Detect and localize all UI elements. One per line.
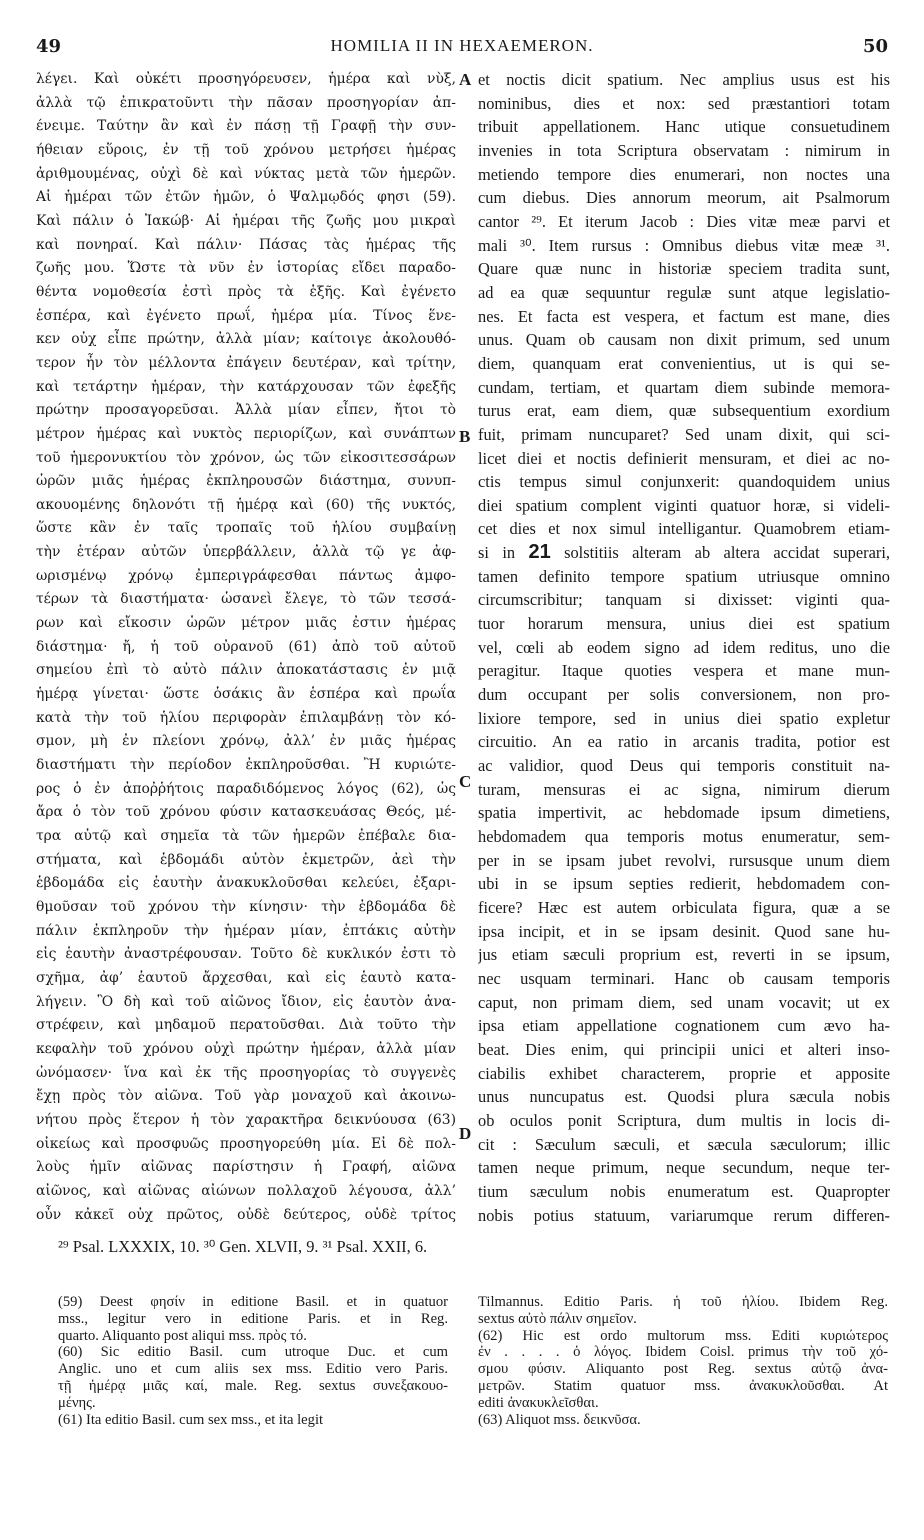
greek-text-line: τοῦ ἡμερονυκτίου τὸν χρόνον, ὡς τῶν εἰκοσιτεσσάρων [36,449,456,466]
note-line: τῇ ἡμέρᾳ μιᾶς καί, male. Reg. sextus συνεξακουο- [58,1377,448,1394]
latin-text-line: metiendo tempore dies enumerari, non noctes una [478,164,890,184]
page-number-right: 50 [862,36,888,57]
critical-note [58,1412,448,1429]
latin-text-column [478,68,890,1227]
critical-note [58,1294,448,1344]
greek-text-column [36,68,456,1227]
note-line: editi ἀνακυκλεῖσθαι. [478,1394,599,1411]
greek-text-line: Αἱ ἡμέραι τῶν ἐτῶν ἡμῶν, ὁ Ψαλμῳδός φησι (59). [36,189,456,206]
latin-text-line: caput, non primam diem, sed unam vocavit; ut ex [478,992,890,1012]
greek-text-line: ὥστε κἂν ἐν ταῖς τροπαῖς τοῦ ἡλίου συμβαίνῃ [36,520,456,537]
latin-text-line: cet dies et nox simul intelligantur. Quamobrem etiam- [478,519,890,539]
note-line: sextus αὐτὸ πάλιν σημεῖον. [478,1310,637,1327]
note-line: ἐν . . . . ὁ λόγος. Ibidem Coisl. primus τὴν τοῦ χό- [478,1344,888,1361]
greek-text-line: λοὺς ἡμῖν αἰῶνας παρίστησιν ἡ Γραφή, αἰῶνα [36,1159,456,1176]
latin-text-line: ac validior, quod Deus qui temporis constituit na- [478,756,890,776]
margin-marker-c: C [459,772,472,791]
note-line: (63) Aliquot mss. δεικνῦσα. [478,1411,641,1428]
note-line: (59) Deest φησίν in editione Basil. et in quatuor [58,1294,448,1310]
latin-text-line: ipsa etiam appellatione cognationem cum ævo ha- [478,1016,890,1036]
latin-text-line: jus etiam sæculi proprium est, reverti in se ipsum, [478,945,890,965]
latin-text-line: lixiore tempore, sed in unius diei spatio expletur [478,708,890,728]
latin-text-line: turus erat, eam diem, quæ subsequentium exordium [478,401,890,421]
greek-text-line: ωρισμένῳ χρόνῳ ἐμπεριγράφεσθαι πάντως ἀμφο- [36,567,456,584]
greek-text-line: ρων καὶ εἴκοσιν ὡρῶν μέτρον μιᾶς ἐστιν ἡμέρας [36,615,456,632]
greek-text-line: ἀλλὰ τῷ ἐπικρατοῦντι τὴν πᾶσαν προσηγορίαν ἀπ- [36,94,456,111]
greek-text-line: καὶ τετάρτην ἡμέραν, τὴν κατάρχουσαν τῶν ἐφεξῆς [36,378,456,395]
note-line: (61) Ita editio Basil. cum sex mss., et ita legit [58,1411,324,1428]
latin-text-line: invenies in tota Scriptura observatam : nimirum in [478,140,890,160]
latin-text-line: dum occupant per solis conversionem, non pro- [478,685,890,705]
latin-text-line: cum diebus. Dies annorum meorum, ait Psalmorum [478,188,890,208]
greek-text-line: ένειμε. Ταύτην ἂν καὶ ἐν πάσῃ τῇ Γραφῇ τὴν συν- [36,118,456,135]
margin-marker-d: D [459,1124,472,1143]
greek-text-line: ὠνόμασεν· ἵνα καὶ ἐκ τῆς προσηγορίας τὸ συγγενὲς [36,1064,456,1081]
latin-text-line: licet diei et noctis definierit mensuram, et diei ac no- [478,448,890,468]
greek-text-line: σμον, μὴ ἐν πλείονι χρόνῳ, ἀλλ’ ἐν μιᾶς ἡμέρας [36,733,456,750]
greek-text-line: πάλιν ἐκπληροῦν τὴν ἡμέραν μίαν, ἑπτάκις αὐτὴν [36,922,456,939]
latin-text-line: peragitur. Itaque quoties vespera et mane mun- [478,661,890,681]
note-line: (62) Hic est ordo multorum mss. Editi κυριώτερος [478,1327,888,1344]
note-line: mss., legitur vero in editione Paris. et in Reg. [58,1310,448,1327]
greek-text-line: ἔχῃ πρὸς τὸν αἰῶνα. Τοῦ γὰρ μοναχοῦ καὶ ἀκοινω- [36,1088,456,1105]
greek-text-line: διαστήματι τὴν περίοδον ἐκπληροῦσθαι. Ἢ κυριώτε- [36,757,456,774]
note-line: μετρῶν. Statim quatuor mss. ἀνακυκλοῦσθαι. At [478,1377,888,1394]
greek-text-line: καὶ πονηραί. Καὶ πάλιν· Πάσας τὰς ἡμέρας τῆς [36,236,456,253]
greek-text-line: σχῆμα, ἀφ’ ἑαυτοῦ ἄρχεσθαι, καὶ εἰς ἑαυτὸ κατα- [36,969,456,986]
greek-text-line: τέρων τὰ διαστήματα· ὡσανεὶ ἔλεγε, τὸ τῶν τεσσά- [36,591,456,608]
critical-note [478,1294,888,1328]
latin-text-line: Quare quæ nunc in historiæ speciem tradita sunt, [478,259,890,279]
greek-text-line: Καὶ πάλιν ὁ Ἰακώβ· Αἱ ἡμέραι τῆς ζωῆς μου μικραὶ [36,212,456,229]
latin-text-line: ciabilis exhibet characterem, proprie et apposite [478,1063,890,1083]
greek-text-line: μέτρον ἡμέρας καὶ νυκτὸς περιορίζων, καὶ συνάπτων [36,425,456,442]
latin-text-line: diei spatium complent viginti quatuor horæ, si videli- [478,495,890,515]
latin-text-line: nobis potius statuum, variarumque rerum differen- [478,1205,890,1225]
greek-text-line: νήτου πρὸς ἕτερον ἡ τὸν χαρακτῆρα δεικνύουσα (63) [36,1111,456,1128]
greek-text-line: στρέφειν, καὶ μηδαμοῦ περατοῦσθαι. Διὰ τοῦτο τὴν [36,1017,456,1034]
greek-text-line: κατὰ τὴν τοῦ ἡλίου περιφορὰν ἐπιλαμβάνῃ τὸν κό- [36,709,456,726]
greek-text-line: οὖν κἀκεῖ οὐχ πρῶτος, οὐδὲ δεύτερος, οὐδὲ τρίτος [36,1206,456,1223]
note-line: σμου φύσιν. Aliquanto post Reg. sextus αὐτῷ ἀνα- [478,1361,888,1378]
signature-mark: 21 [528,541,551,564]
latin-text-line: si in 21 solstitiis alteram ab altera accidat superari, [478,541,890,564]
note-line: Tilmannus. Editio Paris. ἡ τοῦ ἡλίου. Ibidem Reg. [478,1294,888,1310]
greek-text-line: ἑβδομάδα εἰς ἑαυτὴν ἀνακυκλοῦσθαι κελεύει, ἐξαρι- [36,875,456,892]
greek-text-line: τρα αὐτῷ καὶ σημεῖα τὰ τῶν ἡμερῶν ἐπέβαλε δια- [36,828,456,844]
greek-text-line: σημείου ἐπὶ τὸ αὐτὸ πάλιν ἀποκατάστασις ἐν μιᾷ [36,662,456,679]
greek-text-line: ὡρῶν μιᾶς ἡμέρας ἐκπληρουσῶν διάστημα, συνυπ- [36,473,456,490]
greek-text-line: ακουομένης δηλονότι τῇ ἡμέρᾳ καὶ (60) τῆς νυκτός, [36,496,456,513]
latin-text-line: ipsa incipit, et in se ipsam desinit. Quod sane hu- [478,921,890,941]
latin-text-line: tium sæculum nobis enumeratum est. Quapropter [478,1181,890,1201]
latin-text-line: hebdomadem qua temporis motus enumeratur, sem- [478,827,890,846]
greek-text-line: ἑσπέρα, καὶ ἐγένετο πρωΐ, ἡμέρα μία. Τίνος ἕνε- [36,307,456,324]
latin-text-line: cundam, tertiam, et quartam diem subinde memora- [478,377,890,397]
latin-text-line: ubi in se ipsum septies redierit, hebdomadem con- [478,874,890,894]
latin-text-line: nec usquam terminari. Hanc ob causam temporis [478,968,890,988]
greek-text-line: ἄρα ὁ τὸν τοῦ χρόνου φύσιν κατασκευάσας Θεός, μέ- [36,804,456,821]
greek-text-line: θμοῦσαν τοῦ χρόνου τὴν κίνησιν· τὴν ἑβδομάδα δὲ [36,898,456,915]
latin-text-line: mali ³⁰. Item rursus : Omnibus diebus vitæ meæ ³¹. [478,235,890,255]
running-title: HOMILIA II IN HEXAEMERON. [330,36,594,55]
greek-text-line: τερον ἦν τὸν μέλλοντα ἐπάγειν δευτέραν, καὶ τρίτην, [36,354,456,371]
latin-text-line: ad ea quæ sequuntur regulæ sunt atque legislatio- [478,282,890,302]
greek-text-line: ἡμέρᾳ γίνεται· ὥστε ὁσάκις ἂν ἑσπέρα καὶ πρωΐα [36,686,456,703]
latin-text-line: tuor horarum mensura, unius diei est spatium [478,614,890,634]
latin-text-line: beat. Dies enim, qui principii unici et alteri inso- [478,1039,890,1059]
latin-text-line: cantor ²⁹. Et iterum Jacob : Dies vitæ meæ parvi et [478,211,890,231]
critical-note [478,1328,888,1412]
note-line: Anglic. uno et cum aliis sex mss. Editio vero Paris. [58,1361,448,1378]
latin-text-line: tamen neque primum, neque secundum, neque ter- [478,1158,890,1178]
critical-note [58,1344,448,1411]
greek-text-line: οἰκείως καὶ προσφυῶς προσηγορεύθη μία. Εἰ δὲ πολ- [36,1135,456,1152]
latin-text-line: tamen definito tempore spatium utriusque omnino [478,566,890,586]
latin-text-line: cit : Sæculum sæculi, et sæcula sæculorum; illic [478,1134,890,1154]
latin-text-line: et noctis dicit spatium. Nec amplius usus est his [478,70,890,89]
greek-text-line: εἰς ἑαυτὴν ἀναστρέφουσαν. Τοῦτο δὲ κυκλικόν ἐστι τὸ [36,946,456,963]
greek-text-line: διάστημα· ἤ, ἡ τοῦ οὐρανοῦ (61) ἀπὸ τοῦ αὐτοῦ [36,638,456,655]
latin-text-line: vel, cœli ab eodem signo ad idem reditus, uno die [478,637,890,657]
latin-text-line: tribuit appellationem. Hanc utique consuetudinem [478,117,890,137]
scripture-references: ²⁹ Psal. LXXXIX, 10. ³⁰ Gen. XLVII, 9. ³¹ Psal. XXII, 6. [58,1237,428,1256]
latin-text-line: ficere? Hæc est autem orbiculata figura, quæ a se [478,897,890,917]
greek-text-line: λήγειν. Ὃ δὴ καὶ τοῦ αἰῶνος ἴδιον, εἰς ἑαυτὸν ἀνα- [36,993,456,1010]
latin-text-line: fuit, primam nuncuparet? Sed unam dixit, qui sci- [478,424,890,444]
latin-text-line: diem, quanquam erat convenientius, ut is qui se- [478,353,890,373]
greek-text-line: ρος ὁ ἐν ἀποῤῥήτοις παραδιδόμενος λόγος (62), ὡς [36,780,456,797]
greek-text-line: ήθειαν εὕροις, ἐν τῇ τοῦ χρόνου μετρήσει ἡμέρας [36,141,456,158]
latin-text-line: unus. Quam ob causam non dixit primum, sed unum [478,330,890,350]
latin-text-line: unus nuncupatus est. Quodsi plura sæcula nobis [478,1087,890,1107]
greek-text-line: κεφαλὴν τοῦ χρόνου οὐχὶ πρώτην ἡμέραν, ἀλλὰ μίαν [36,1040,456,1057]
greek-text-line: τὴν ἑτέραν αὐτῶν ὑπερβάλλειν, ἀλλὰ τῷ γε ἀφ- [36,544,456,561]
latin-text-line: spatia impertivit, ac hebdomade ipsum dimetiens, [478,803,890,823]
greek-text-line: λέγει. Καὶ οὐκέτι προσηγόρευσεν, ἡμέρα καὶ νὺξ, [36,71,456,87]
greek-text-line: κεν οὐχ εἶπε πρώτην, ἀλλὰ μίαν; καίτοιγε ἀκολουθό- [36,331,456,348]
margin-marker-b: B [459,427,471,446]
greek-text-line: θέντα νομοθεσία ἐστὶ πρὸς τὰ ἑξῆς. Καὶ ἐγένετο [36,283,456,300]
latin-text-line: turam, mensuras ei ac signa, nimirum dierum [478,779,890,799]
latin-text-line: nominibus, dies et nox: sed præstantiori totam [478,93,890,113]
note-line: (60) Sic editio Basil. cum utroque Duc. et cum [58,1344,448,1361]
latin-text-line: nes. Et facta est vespera, et factum est mane, dies [478,306,890,326]
margin-marker-a: A [459,70,472,89]
greek-text-line: πρώτην προσαγορεῦσαι. Ἀλλὰ μίαν εἶπεν, ἤτοι τὸ [36,402,456,419]
page-number-left: 49 [36,36,62,57]
greek-text-line: αἰῶνος, καὶ αἰῶνας αἰώνων πολλαχοῦ λέγουσα, ἀλλ’ [36,1182,456,1199]
latin-text-line: ob oculos ponit Scriptura, dum multis in locis di- [478,1110,890,1130]
greek-text-line: ἀριθμουμένας, οὐχὶ δὲ καὶ νύκτας μετὰ τῶν ἡμερῶν. [36,165,456,182]
critical-note [478,1412,888,1429]
greek-text-line: ζωῆς μου. Ὥστε τὰ νῦν ἐν ἱστορίας εἴδει παραδο- [36,260,456,277]
critical-notes-right [478,1294,888,1428]
latin-text-line: ctis tempus simul conjunxerit: quandoquidem unius [478,472,890,492]
page-header [36,36,888,60]
note-line: quarto. Aliquanto post aliqui mss. πρὸς τό. [58,1327,307,1344]
note-line: μένης. [58,1394,96,1411]
critical-notes-left [58,1294,448,1428]
greek-text-line: στήματα, καὶ ἑβδομάδι αὐτὸν ἐκμετρῶν, ἀεὶ τὴν [36,851,456,868]
latin-text-line: circuitio. An ea ratio in arcanis tradita, potior est [478,732,890,752]
latin-text-line: circumscribitur; tanquam si dixisset: viginti qua- [478,590,890,610]
latin-text-line: per in se ipsam jubet revolvi, rursusque unum diem [478,850,890,870]
